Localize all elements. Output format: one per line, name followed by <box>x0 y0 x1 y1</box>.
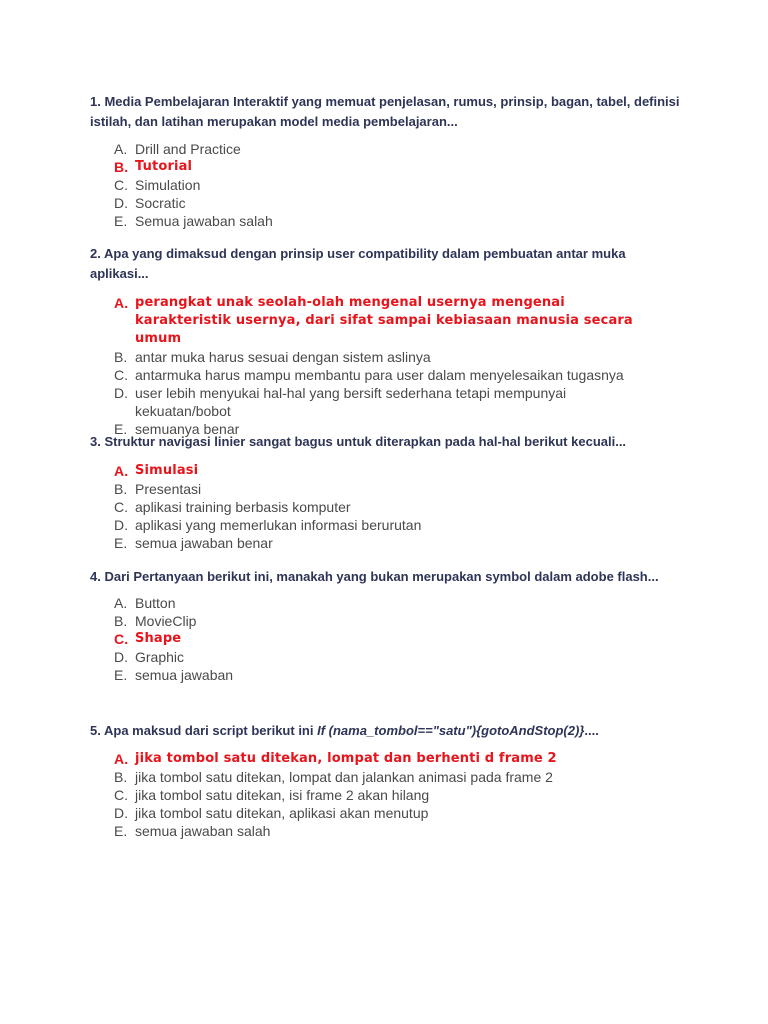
option-text: semua jawaban <box>135 667 234 683</box>
option-text: user lebih menyukai hal-hal yang bersift sederhana tetapi mempunyai kekuatan/bobot <box>135 385 567 419</box>
question-4-option-d <box>90 648 680 666</box>
option-text: jika tombol satu ditekan, lompat dan jalankan animasi pada frame 2 <box>135 769 553 785</box>
option-text: Tutorial <box>135 159 193 174</box>
option-letter: C. <box>114 177 128 193</box>
option-text: semuanya benar <box>135 421 240 437</box>
question-4-option-b <box>90 612 680 630</box>
question-5 <box>90 721 680 840</box>
option-letter: B. <box>114 769 128 785</box>
option-letter: A. <box>114 751 129 767</box>
question-5-option-d <box>90 804 680 822</box>
option-letter: E. <box>114 421 128 437</box>
question-4-number: 4. <box>90 569 101 584</box>
option-text: Graphic <box>135 649 185 665</box>
question-3-option-b <box>90 480 680 498</box>
question-3-options <box>90 462 680 552</box>
option-letter: C. <box>114 631 129 647</box>
question-5-option-a-correct <box>90 750 680 768</box>
option-text: semua jawaban salah <box>135 823 271 839</box>
question-2-text <box>90 244 680 284</box>
option-letter: D. <box>114 517 128 533</box>
question-3-option-d <box>90 516 680 534</box>
question-4-option-e <box>90 666 680 684</box>
question-3-option-c <box>90 498 680 516</box>
option-letter: A. <box>114 463 129 479</box>
question-2-body: Apa yang dimaksud dengan prinsip user compatibility dalam pembuatan antar muka aplikasi... <box>90 246 626 281</box>
question-4 <box>90 567 680 684</box>
question-3-number: 3. <box>90 434 101 449</box>
question-2-option-d <box>90 384 680 420</box>
question-3 <box>90 432 680 552</box>
option-text: Shape <box>135 631 182 646</box>
option-text: Simulasi <box>135 463 199 478</box>
option-text: Button <box>135 595 176 611</box>
option-letter: A. <box>114 141 128 157</box>
question-1-option-a <box>90 140 680 158</box>
question-4-option-c-correct <box>90 630 680 648</box>
option-text: jika tombol satu ditekan, aplikasi akan menutup <box>135 805 429 821</box>
question-1-option-b-correct <box>90 158 680 176</box>
question-3-option-a-correct <box>90 462 680 480</box>
question-5-text <box>90 721 680 741</box>
option-letter: B. <box>114 481 128 497</box>
option-letter: C. <box>114 499 128 515</box>
question-1-options <box>90 140 680 230</box>
question-2-number: 2. <box>90 246 101 261</box>
question-5-options <box>90 750 680 840</box>
option-letter: A. <box>114 595 128 611</box>
option-text: perangkat unak seolah-olah mengenal usernya mengenai karakteristik usernya, dari sifat sampai kebiasaan manusia secara umum <box>135 295 633 346</box>
option-letter: E. <box>114 535 128 551</box>
question-1 <box>90 92 680 230</box>
option-letter: E. <box>114 823 128 839</box>
option-letter: B. <box>114 349 128 365</box>
option-text: jika tombol satu ditekan, lompat dan berhenti d frame 2 <box>135 751 557 766</box>
question-2-option-a-correct <box>90 294 680 348</box>
option-letter: D. <box>114 195 128 211</box>
question-5-code: If (nama_tombol=="satu"){gotoAndStop(2)} <box>317 723 585 738</box>
option-letter: E. <box>114 213 128 229</box>
question-4-text <box>90 567 680 587</box>
question-2-options <box>90 294 680 438</box>
question-1-option-c <box>90 176 680 194</box>
option-text: Socratic <box>135 195 186 211</box>
question-2-option-b <box>90 348 680 366</box>
option-letter: C. <box>114 787 128 803</box>
option-text: MovieClip <box>135 613 197 629</box>
question-3-option-e <box>90 534 680 552</box>
option-text: aplikasi training berbasis komputer <box>135 499 351 515</box>
option-text: Drill and Practice <box>135 141 241 157</box>
question-1-option-d <box>90 194 680 212</box>
question-4-body: Dari Pertanyaan berikut ini, manakah yang bukan merupakan symbol dalam adobe flash... <box>104 569 659 584</box>
option-text: antar muka harus sesuai dengan sistem aslinya <box>135 349 431 365</box>
option-letter: D. <box>114 385 128 401</box>
question-5-body: Apa maksud dari script berikut ini <box>103 723 318 738</box>
question-4-options <box>90 594 680 684</box>
option-text: antarmuka harus mampu membantu para user dalam menyelesaikan tugasnya <box>135 367 624 383</box>
option-letter: B. <box>114 613 128 629</box>
question-2 <box>90 244 680 438</box>
question-5-number: 5. <box>90 723 101 738</box>
question-5-ellipsis: .... <box>584 723 599 738</box>
question-1-text <box>90 92 680 132</box>
option-text: Presentasi <box>135 481 202 497</box>
option-text: Semua jawaban salah <box>135 213 273 229</box>
option-letter: C. <box>114 367 128 383</box>
option-text: jika tombol satu ditekan, isi frame 2 akan hilang <box>135 787 430 803</box>
question-2-option-c <box>90 366 680 384</box>
option-text: aplikasi yang memerlukan informasi berurutan <box>135 517 422 533</box>
option-letter: A. <box>114 295 129 311</box>
question-1-option-e <box>90 212 680 230</box>
question-3-body: Struktur navigasi linier sangat bagus untuk diterapkan pada hal-hal berikut kecuali... <box>104 434 627 449</box>
question-5-option-c <box>90 786 680 804</box>
question-5-option-b <box>90 768 680 786</box>
option-text: semua jawaban benar <box>135 535 273 551</box>
option-letter: D. <box>114 649 128 665</box>
question-4-option-a <box>90 594 680 612</box>
question-1-body: Media Pembelajaran Interaktif yang memuat penjelasan, rumus, prinsip, bagan, tabel, definisi istilah, dan latihan merupakan model media pembelajaran... <box>90 94 680 129</box>
question-3-text <box>90 432 680 452</box>
option-letter: E. <box>114 667 128 683</box>
option-letter: D. <box>114 805 128 821</box>
option-letter: B. <box>114 159 129 175</box>
option-text: Simulation <box>135 177 201 193</box>
question-1-number: 1. <box>90 94 101 109</box>
question-5-option-e <box>90 822 680 840</box>
